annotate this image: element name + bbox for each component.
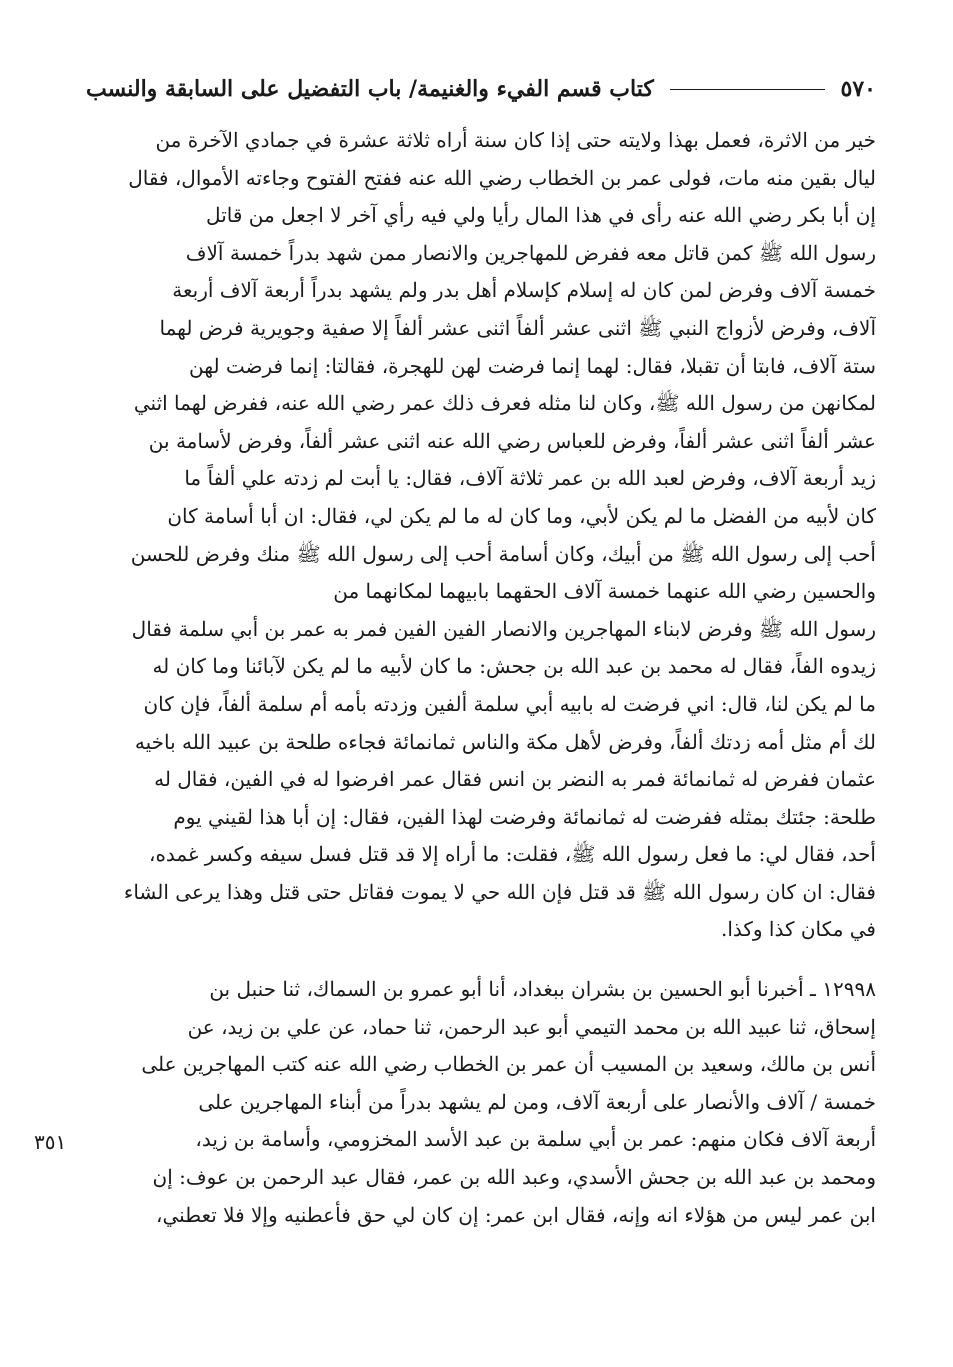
text-line: رسول الله ﷺ وفرض لابناء المهاجرين والانصار الفين الفين فمر به عمر بن أبي سلمة فقال bbox=[131, 616, 876, 641]
text-line: عشر ألفاً اثنى عشر ألفاً، وفرض للعباس رضي الله عنه اثنى عشر ألفاً، وفرض لأسامة بن bbox=[148, 428, 876, 453]
margin-reference-number: ٣٥١ bbox=[34, 1130, 67, 1154]
text-line: في مكان كذا وكذا. bbox=[720, 917, 876, 942]
text-line: أحد، فقال لي: ما فعل رسول الله ﷺ، فقلت: ما أراه إلا قد قتل فسل سيفه وكسر غمده، bbox=[149, 842, 876, 867]
text-line: رسول الله ﷺ كمن قاتل معه ففرض للمهاجرين والانصار ممن شهد بدراً خمسة آلاف bbox=[185, 240, 876, 265]
text-line: ليال بقين منه مات، فولى عمر بن الخطاب رضي الله عنه ففتح الفتوح وجاءته الأموال، فقال bbox=[128, 165, 876, 190]
text-line: ستة آلاف، فابتا أن تقبلا، فقال: لهما إنما فرضت لهن للهجرة، فقالتا: إنما فرضت لهن bbox=[189, 353, 876, 378]
text-line: طلحة: جئتك بمثله ففرضت له ثمانمائة وفرضت لهذا الفين، فقال: إن أبا هذا لقيني يوم bbox=[173, 804, 876, 829]
text-line: خير من الاثرة، فعمل بهذا ولايته حتى إذا كان سنة أراه ثلاثة عشرة في جمادي الآخرة من bbox=[155, 128, 876, 152]
text-line: ومحمد بن عبد الله بن جحش الأسدي، وعبد الله بن عمر، فقال عبد الرحمن بن عوف: إن bbox=[152, 1165, 876, 1190]
text-line: لك أم مثل أمه زدتك ألفاً، وفرض لأهل مكة والناس ثمانمائة فجاءه طلحة بن عبيد الله باخيه bbox=[134, 729, 876, 754]
running-title: كتاب قسم الفيء والغنيمة/ باب التفضيل على السابقة والنسب bbox=[86, 76, 654, 102]
text-line: خمسة / آلاف والأنصار على أربعة آلاف، ومن لم يشهد بدراً من أبناء المهاجرين على bbox=[198, 1089, 876, 1114]
page-header bbox=[86, 66, 876, 112]
text-line: كان لأبيه من الفضل ما لم يكن لأبي، وما كان له ما لم يكن لي، فقال: ان أبا أسامة كان bbox=[167, 503, 876, 528]
paragraph-narration bbox=[86, 122, 876, 949]
text-line: أنس بن مالك، وسعيد بن المسيب أن عمر بن الخطاب رضي الله عنه كتب المهاجرين على bbox=[141, 1052, 876, 1077]
text-line: إسحاق، ثنا عبيد الله بن محمد التيمي أبو عبد الرحمن، ثنا حماد، عن علي بن زيد، عن bbox=[187, 1014, 876, 1039]
text-line: فقال: ان كان رسول الله ﷺ قد قتل فإن الله حي لا يموت فقاتل حتى قتل وهذا يرعى الشاء bbox=[123, 879, 876, 904]
text-line: إن أبا بكر رضي الله عنه رأى في هذا المال رأيا ولي فيه رأي آخر لا اجعل من قاتل bbox=[206, 203, 876, 228]
text-line: خمسة آلاف وفرض لمن كان له إسلام كإسلام أهل بدر ولم يشهد بدراً أربعة آلاف أربعة bbox=[172, 278, 876, 303]
text-line: آلاف، وفرض لأزواج النبي ﷺ اثنى عشر ألفاً اثنى عشر ألفاً إلا صفية وجويرية فرض لهما bbox=[159, 315, 876, 340]
text-line: والحسين رضي الله عنهما خمسة آلاف الحقهما بابيهما لمكانهما من bbox=[333, 579, 876, 604]
header-rule bbox=[670, 89, 825, 90]
text-line: ابن عمر ليس من هؤلاء انه وإنه، فقال ابن عمر: إن كان لي حق فأعطنيه وإلا فلا تعطني، bbox=[156, 1202, 876, 1227]
body-text bbox=[86, 122, 876, 1234]
text-line: عثمان ففرض له ثمانمائة فمر به النضر بن انس فقال عمر افرضوا له في الفين، فقال له bbox=[154, 767, 876, 792]
paragraph-hadith-12998 bbox=[86, 971, 876, 1234]
text-line: ما لم يكن لنا، قال: اني فرضت له بابيه أبي سلمة ألفين وزدته بأمه أم سلمة ألفاً، فإن كان bbox=[143, 691, 876, 716]
text-line: ١٢٩٩٨ ـ أخبرنا أبو الحسين بن بشران ببغداد، أنا أبو عمرو بن السماك، ثنا حنبل بن bbox=[209, 977, 876, 1002]
paragraph-gap bbox=[86, 949, 876, 971]
page-number: ٥٧٠ bbox=[840, 76, 876, 102]
text-line: أربعة آلاف فكان منهم: عمر بن أبي سلمة بن عبد الأسد المخزومي، وأسامة بن زيد، bbox=[195, 1127, 876, 1152]
text-line: زيد أربعة آلاف، وفرض لعبد الله بن عمر ثلاثة آلاف، فقال: يا أبت لم زدته علي ألفاً ما bbox=[184, 466, 876, 491]
text-line: لمكانهن من رسول الله ﷺ، وكان لنا مثله فعرف ذلك عمر رضي الله عنه، ففرض لهما اثني bbox=[133, 391, 876, 416]
text-line: زيدوه الفاً، فقال له محمد بن عبد الله بن جحش: ما كان لأبيه ما لم يكن لآبائنا وما كان له bbox=[152, 654, 876, 679]
text-line: أحب إلى رسول الله ﷺ من أبيك، وكان أسامة أحب إلى رسول الله ﷺ منك وفرض للحسن bbox=[130, 541, 876, 566]
